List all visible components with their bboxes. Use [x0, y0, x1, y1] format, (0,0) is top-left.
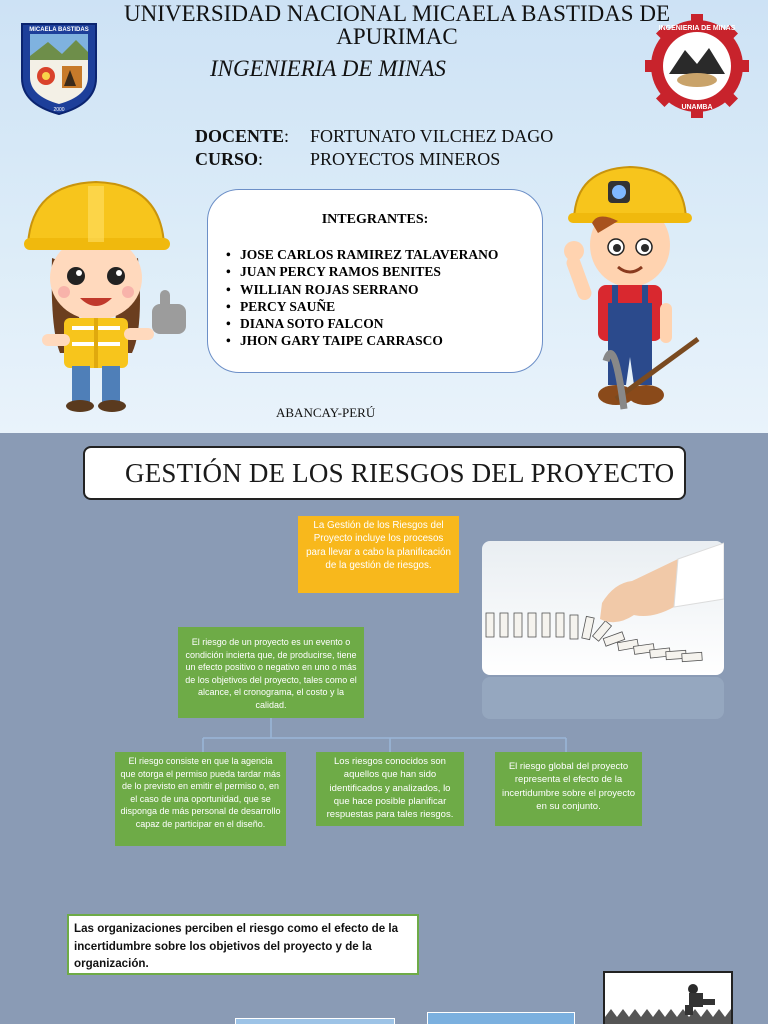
member-item: • WILLIAN ROJAS SERRANO [226, 281, 498, 298]
faculty-name: INGENIERIA DE MINAS [210, 56, 446, 81]
member-item: • JOSE CARLOS RAMIREZ TALAVERANO [226, 246, 498, 263]
members-list [226, 246, 498, 350]
member-item: • JHON GARY TAIPE CARRASCO [226, 332, 498, 349]
docente-label: DOCENTE: [195, 126, 290, 146]
university-name: UNIVERSIDAD NACIONAL MICAELA BASTIDAS DE APURIMAC [123, 1, 671, 49]
curso-value: PROYECTOS MINEROS [310, 149, 501, 169]
member-item: • PERCY SAUÑE [226, 298, 498, 315]
girl-miner-illustration [20, 178, 195, 416]
member-item: • JUAN PERCY RAMOS BENITES [226, 263, 498, 280]
curso-label: CURSO: [195, 149, 264, 169]
members-panel [207, 189, 543, 373]
boy-miner-illustration [558, 163, 708, 418]
members-title: INTEGRANTES: [321, 212, 429, 227]
logo-left-year: 2000 [53, 107, 65, 113]
next-box-center [427, 1012, 575, 1024]
place-label: ABANCAY-PERÚ [276, 405, 376, 420]
section-title: GESTIÓN DE LOS RIESGOS DEL PROYECTO [125, 458, 675, 488]
quote-box: Las organizaciones perciben el riesgo como el efecto de la incertidumbre sobre los objetivos del proyecto y de la organización. [67, 914, 419, 975]
businessman-photo [603, 971, 733, 1024]
member-item: • DIANA SOTO FALCON [226, 315, 498, 332]
logo-right-sub: UNAMBA [681, 104, 713, 111]
known-risks-box: Los riesgos conocidos son aquellos que han sido identificados y analizados, lo que hace posible planificar respuestas para tales riesgos. [316, 752, 464, 826]
definition-box: El riesgo de un proyecto es un evento o condición incierta que, de producirse, tiene un efecto positivo o negativo en uno o más de los objetivos del proyecto, tales como el alcance, el cronograma, el costo y la calidad. [178, 627, 364, 718]
university-logo [18, 20, 100, 116]
global-risk-box: El riesgo global del proyecto representa el efecto de la incertidumbre sobre el proyecto en su conjunto. [495, 752, 642, 826]
docente-value: FORTUNATO VILCHEZ DAGO [310, 126, 554, 146]
domino-photo [482, 541, 724, 719]
intro-box: La Gestión de los Riesgos del Proyecto incluye los procesos para llevar a cabo la planificación de la gestión de riesgos. [298, 516, 459, 593]
logo-right-caption: INGENIERIA DE MINAS [658, 25, 736, 32]
logo-left-caption: MICAELA BASTIDAS [29, 27, 89, 33]
next-box-left [235, 1018, 395, 1024]
risk-example-box: El riesgo consiste en que la agencia que otorga el permiso pueda tardar más de lo previsto en emitir el permiso o, en el caso de una oportunidad, que se disponga de más personal de desarrollo capaz de participar en el diseño. [115, 752, 286, 846]
